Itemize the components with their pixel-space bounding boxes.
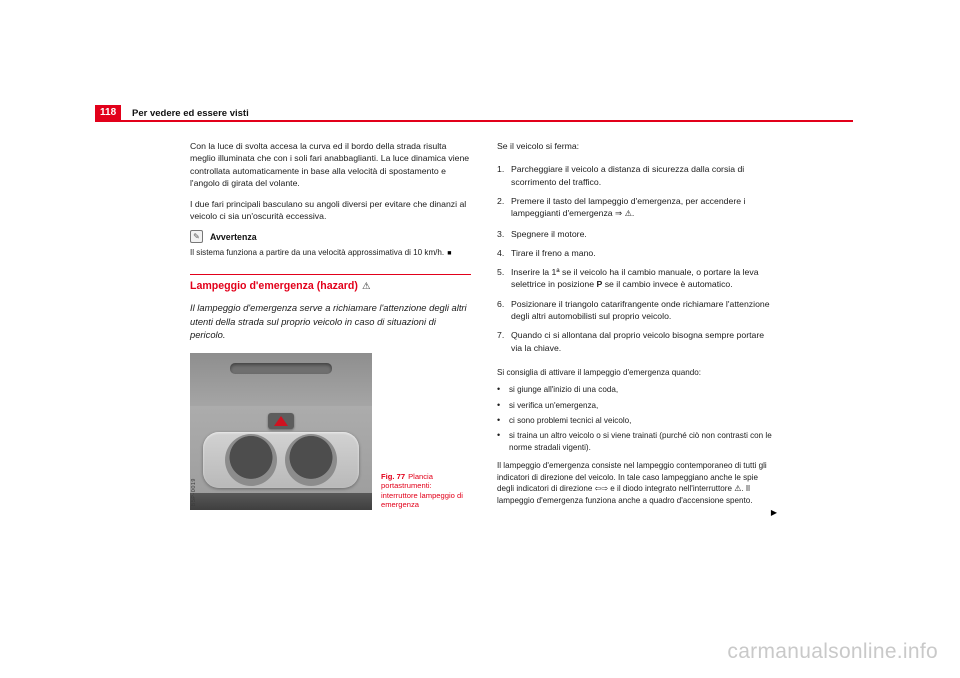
bullet-text: si traina un altro veicolo o si viene trainati (purché ciò non contrasti con le norme stradali vigenti). [509,431,772,452]
step-text [511,266,777,291]
note-text-body: Il sistema funziona a partire da una velocità approssimativa di 10 km/h. [190,248,445,258]
hazard-triangle-icon [274,416,288,426]
figure-code: B5P-0019 [191,477,197,507]
bullet-item [497,400,777,411]
note-pencil-icon: ✎ [190,230,203,243]
step-number: 3. [497,228,505,239]
note-text [190,247,471,260]
right-column [497,140,777,517]
cupholder-panel [203,432,360,489]
step-number: 5. [497,267,505,278]
steps-lead: Se il veicolo si ferma: [497,141,580,151]
closing-p1: Il lampeggio d'emergenza consiste nel lampeggio contemporaneo di tutti gli indicatori di direzione del veicolo. In tale caso lampeggiano anche le spie degli indicatori di direzione [497,460,767,494]
step-1 [497,163,777,188]
section-intro-italic: Il lampeggio d'emergenza serve a richiamare l'attenzione degli altri utenti della strada sul proprio veicolo in caso di situazioni di pericolo. [190,302,467,340]
bullet-marker: • [497,384,501,395]
bullet-item [497,384,777,395]
gear-position-P: P [596,279,603,290]
step-text: Posizionare il triangolo catarifrangente onde richiamare l'attenzione degli altri automobilisti sul proprio veicolo. [511,298,770,322]
hazard-symbol: ⚠ [624,209,632,219]
figure-caption-text: Plancia portastrumenti: interruttore lampeggio di emergenza [381,471,463,510]
step-3 [497,228,777,240]
paragraph-dynamic-light: Con la luce di svolta accesa la curva ed il bordo della strada risulta meglio illuminata che con i soli fari anabbaglianti. La luce dinamica viene controllata automaticamente in base alla velocità di spostamento e l'angolo di girata del volante. [190,141,470,189]
step-text-post: . [631,208,635,219]
step-text: Tirare il freno a mano. [511,247,596,258]
gearstick-area [190,493,372,510]
paragraph-headlights: I due fari principali basculano su angoli diversi per evitare che dinanzi al veicolo ci sia un'oscurità eccessiva. [190,198,467,222]
bullet-text: ci sono problemi tecnici al veicolo, [509,416,632,426]
closing-paragraph [497,460,777,507]
cupholder-right [285,434,337,486]
end-of-section-marker: ■ [447,250,452,258]
figure-caption-label: Fig. 77 [381,471,406,481]
cupholder-left [225,434,277,486]
step-6 [497,298,777,323]
section-divider-rule [190,274,471,276]
bullet-text: si giunge all'inizio di una coda, [509,385,619,395]
step-7 [497,329,777,354]
step-number: 4. [497,247,505,258]
advice-lead: Si consiglia di attivare il lampeggio d'emergenza quando: [497,367,702,377]
note-avvertenza [190,230,471,260]
step-text: Quando ci si allontana dal proprio veicolo bisogna sempre portare via la chiave. [511,330,765,353]
page-number: 118 [95,105,121,120]
closing-p2: e il diodo integrato nell'interruttore [608,484,735,494]
figure-77 [190,353,471,510]
step-text [511,195,777,221]
warning-triangle-icon: ⚠ [361,281,371,293]
hazard-switch [268,413,294,429]
step-number: 2. [497,196,505,206]
step-text-post: se il cambio invece è automatico. [602,279,733,290]
closing-p3: . Il lampeggio d'emergenza funziona anche a quadro d'accensione spento. [497,484,753,506]
note-title: Avvertenza [210,231,257,242]
figure-caption [381,472,469,510]
watermark: carmanualsonline.info [727,640,938,663]
dashboard-area [190,353,372,406]
step-text-pre: Premere il tasto del lampeggio d'emergenza, per accendere i lampeggianti d'emergenza ⇒ [511,196,746,219]
step-2 [497,195,777,221]
step-text: Spegnere il motore. [511,228,587,239]
step-text-pre: Inserire la 1ª se il veicolo ha il cambio manuale, o portare la leva selettrice in posizione [511,267,759,290]
bullet-marker: • [497,430,501,441]
header-rule [95,120,853,122]
dashboard-slot [230,363,332,374]
console-photo [190,353,372,510]
step-number: 6. [497,298,505,309]
bullet-item [497,415,777,426]
step-5 [497,266,777,291]
step-number: 7. [497,330,505,341]
bullet-item [497,430,777,453]
bullet-marker: • [497,415,501,426]
bullet-marker: • [497,399,501,410]
section-heading-hazard [190,280,471,292]
chapter-title: Per vedere ed essere visti [132,108,249,119]
hazard-symbol: ⚠ [734,484,742,494]
turn-signal-icons: ⇦⇨ [594,484,609,494]
section-heading-text: Lampeggio d'emergenza (hazard) [190,280,358,293]
step-4 [497,247,777,259]
page-continues-marker: ▶ [770,507,777,517]
bullet-text: si verifica un'emergenza, [509,400,599,410]
step-text: Parcheggiare il veicolo a distanza di sicurezza dalla corsia di scorrimento del traffico. [511,164,745,187]
note-header [190,230,471,243]
left-column [190,140,471,510]
step-number: 1. [497,164,505,175]
